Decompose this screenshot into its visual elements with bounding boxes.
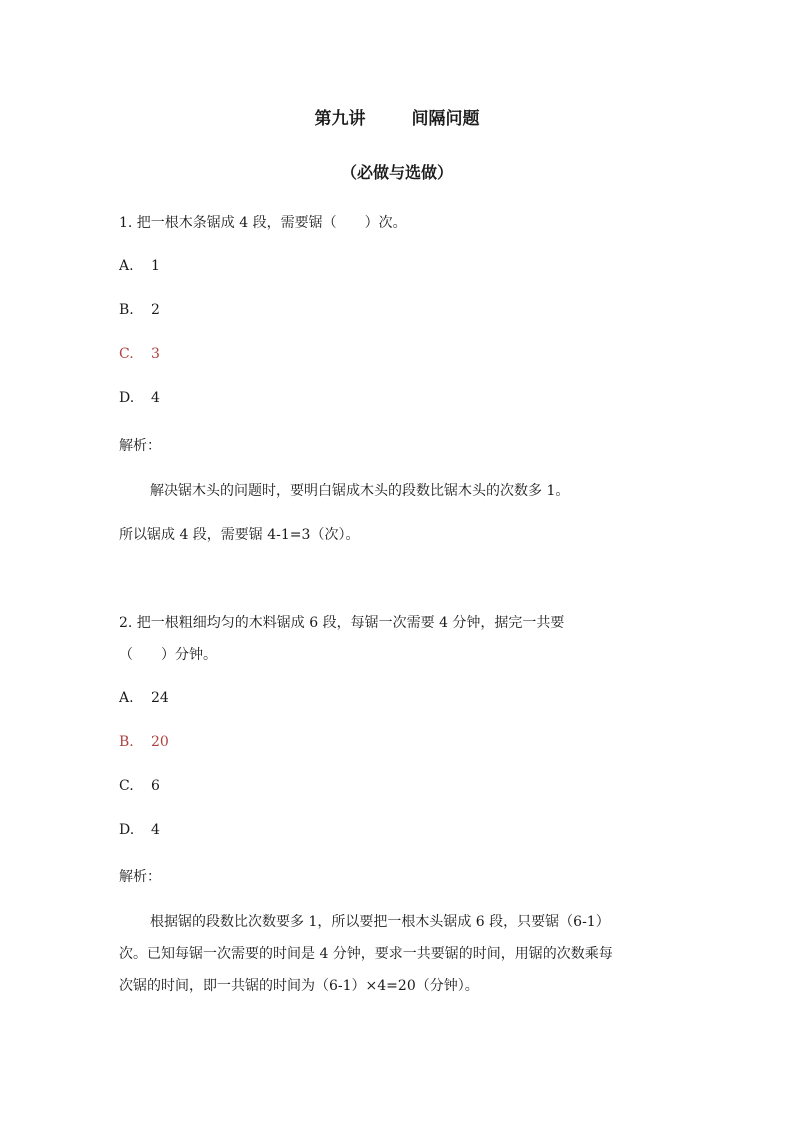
question-1-option-c-correct xyxy=(119,346,160,362)
option-label: C. xyxy=(119,346,134,362)
option-label: D. xyxy=(119,390,135,406)
option-label: B. xyxy=(119,302,134,318)
question-2-analysis-line: 次锯的时间，即一共锯的时间为（6-1）×4=20（分钟）。 xyxy=(119,978,479,994)
option-label: D. xyxy=(119,822,135,838)
lesson-title xyxy=(0,104,794,129)
option-text: 4 xyxy=(151,390,160,406)
question-1-option-d xyxy=(119,390,160,406)
question-2-analysis-line: 根据锯的段数比次数要多 1，所以要把一根木头锯成 6 段，只要锯（6-1） xyxy=(150,914,610,930)
question-2-analysis-label: 解析： xyxy=(119,869,161,885)
option-text: 6 xyxy=(151,778,160,794)
option-label: A. xyxy=(119,258,134,274)
option-text: 4 xyxy=(151,822,160,838)
question-1-stem: 1. 把一根木条锯成 4 段，需要锯（ ）次。 xyxy=(119,215,407,231)
option-text: 20 xyxy=(151,734,169,750)
question-1-option-a xyxy=(119,258,160,274)
question-2-option-a xyxy=(119,690,169,706)
question-1-analysis-label: 解析： xyxy=(119,438,161,454)
question-1-option-b xyxy=(119,302,160,318)
option-text: 2 xyxy=(151,302,160,318)
question-2-analysis-line: 次。已知每锯一次需要的时间是 4 分钟，要求一共要锯的时间，用锯的次数乘每 xyxy=(119,946,613,962)
question-2-option-d xyxy=(119,822,160,838)
question-2-option-b-correct xyxy=(119,734,169,750)
question-1-analysis-line: 所以锯成 4 段，需要锯 4-1=3（次）。 xyxy=(119,527,360,543)
option-text: 1 xyxy=(151,258,160,274)
lesson-subtitle: （必做与选做） xyxy=(340,163,453,182)
question-2-stem-line-2: （ ）分钟。 xyxy=(119,647,217,663)
option-label: C. xyxy=(119,778,134,794)
option-label: A. xyxy=(119,690,134,706)
lesson-topic: 间隔问题 xyxy=(411,109,480,129)
option-label: B. xyxy=(119,734,134,750)
question-1-analysis-line: 解决锯木头的问题时，要明白锯成木头的段数比锯木头的次数多 1。 xyxy=(150,483,570,499)
option-text: 24 xyxy=(151,690,169,706)
question-2-option-c xyxy=(119,778,160,794)
option-text: 3 xyxy=(151,346,160,362)
lesson-number: 第九讲 xyxy=(314,109,366,129)
question-2-stem-line-1: 2. 把一根粗细均匀的木料锯成 6 段，每锯一次需要 4 分钟，据完一共要 xyxy=(119,615,565,631)
